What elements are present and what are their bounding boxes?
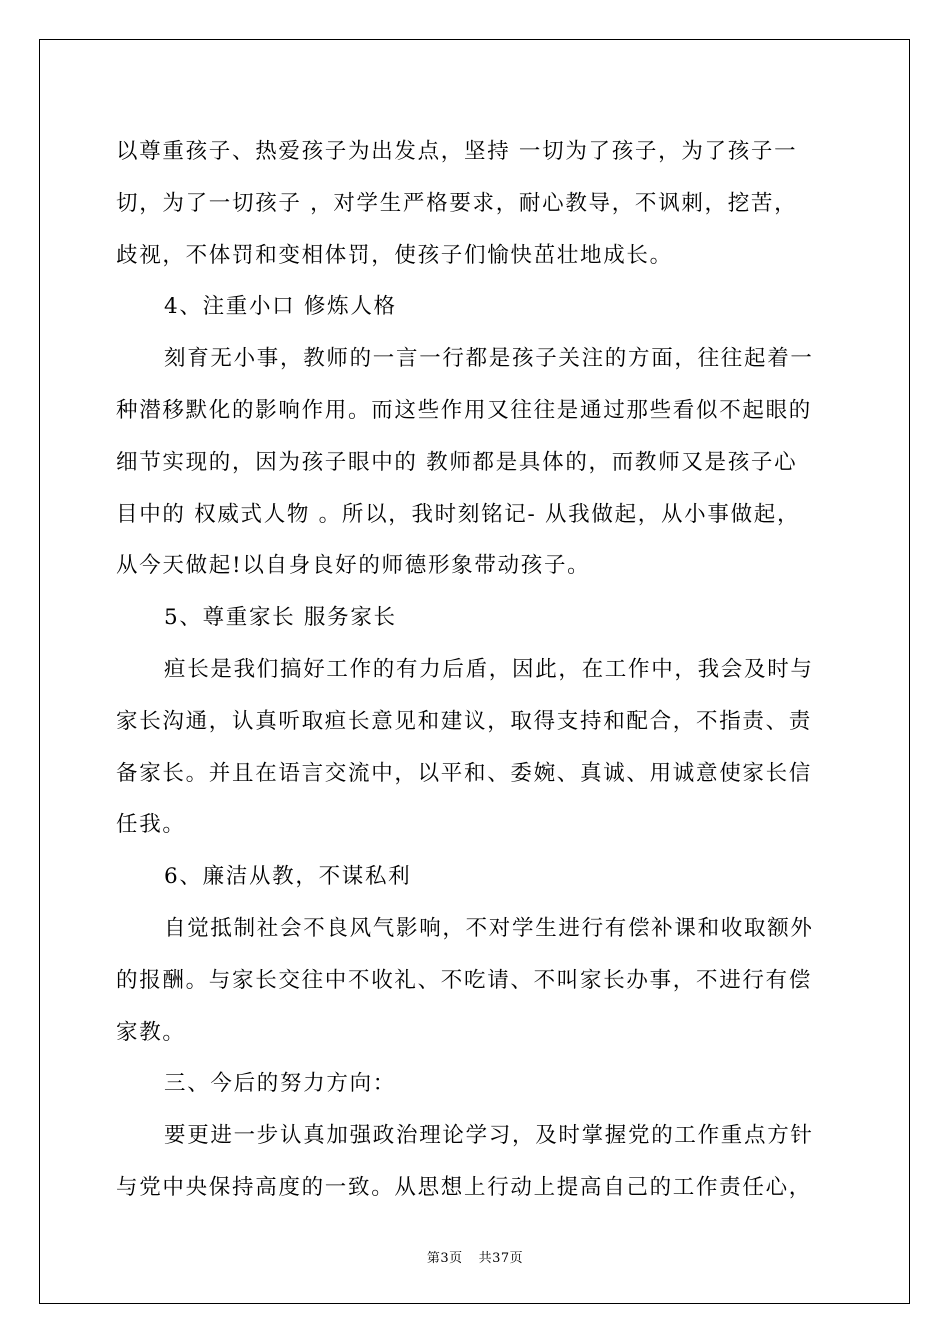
- total-page-count: 共37页: [478, 1251, 524, 1266]
- text-line: 疸长是我们搞好工作的有力后盾，因此，在工作中，我会及时与: [164, 656, 814, 682]
- section-heading: [116, 851, 836, 903]
- text-line: 细节实现的，因为孩子眼中的 教师都是具体的，而教师又是孩子心: [116, 449, 798, 475]
- body-paragraph: [116, 126, 836, 281]
- text-line: 种潜移默化的影响作用。而这些作用又往往是通过那些看似不起眼的: [116, 397, 813, 423]
- text-line: 三、今后的努力方向：: [164, 1071, 397, 1097]
- text-line: 5、尊重家长 服务家长: [164, 605, 397, 631]
- section-heading: [116, 592, 836, 644]
- text-line: 家教。: [116, 1019, 186, 1045]
- text-line: 刻育无小事，教师的一言一行都是孩子关注的方面，往往起着一: [164, 346, 814, 372]
- text-line: 目中的 权威式人物 。所以，我时刻铭记- 从我做起，从小事做起，: [116, 501, 801, 527]
- page-footer: [0, 1247, 950, 1266]
- section-heading: [116, 281, 836, 333]
- body-paragraph: [116, 1110, 836, 1214]
- text-line: 要更进一步认真加强政治理论学习，及时掌握党的工作重点方针: [164, 1123, 814, 1149]
- text-line: 歧视，不体罚和变相体罚，使孩子们愉快茁壮地成长。: [116, 242, 673, 268]
- text-line: 家长沟通，认真听取疸长意见和建议，取得支持和配合，不指责、责: [116, 708, 813, 734]
- body-paragraph: [116, 644, 836, 851]
- text-line: 与党中央保持高度的一致。从思想上行动上提高自己的工作责任心，: [116, 1174, 813, 1200]
- text-line: 备家长。并且在语言交流中，以平和、委婉、真诚、用诚意使家长信: [116, 760, 813, 786]
- text-line: 从今天做起!以自身良好的师德形象带动孩子。: [116, 553, 591, 579]
- text-line: 的报酬。与家长交往中不收礼、不吃请、不叫家长办事，不进行有偿: [116, 967, 813, 993]
- text-line: 任我。: [116, 812, 186, 838]
- body-paragraph: [116, 333, 836, 592]
- text-line: 4、注重小口 修炼人格: [164, 294, 397, 320]
- document-body: [116, 126, 836, 1214]
- text-line: 切，为了一切孩子 ，对学生严格要求，耐心教导，不讽刺，挖苦，: [116, 190, 798, 216]
- text-line: 自觉抵制社会不良风气影响，不对学生进行有偿补课和收取额外: [164, 915, 814, 941]
- text-line: 6、廉洁从教，不谋私利: [164, 864, 412, 890]
- current-page-number: 第3页: [426, 1251, 463, 1266]
- section-heading: [116, 1058, 836, 1110]
- body-paragraph: [116, 903, 836, 1058]
- text-line: 以尊重孩子、热爱孩子为出发点，坚持 一切为了孩子，为了孩子一: [116, 139, 798, 164]
